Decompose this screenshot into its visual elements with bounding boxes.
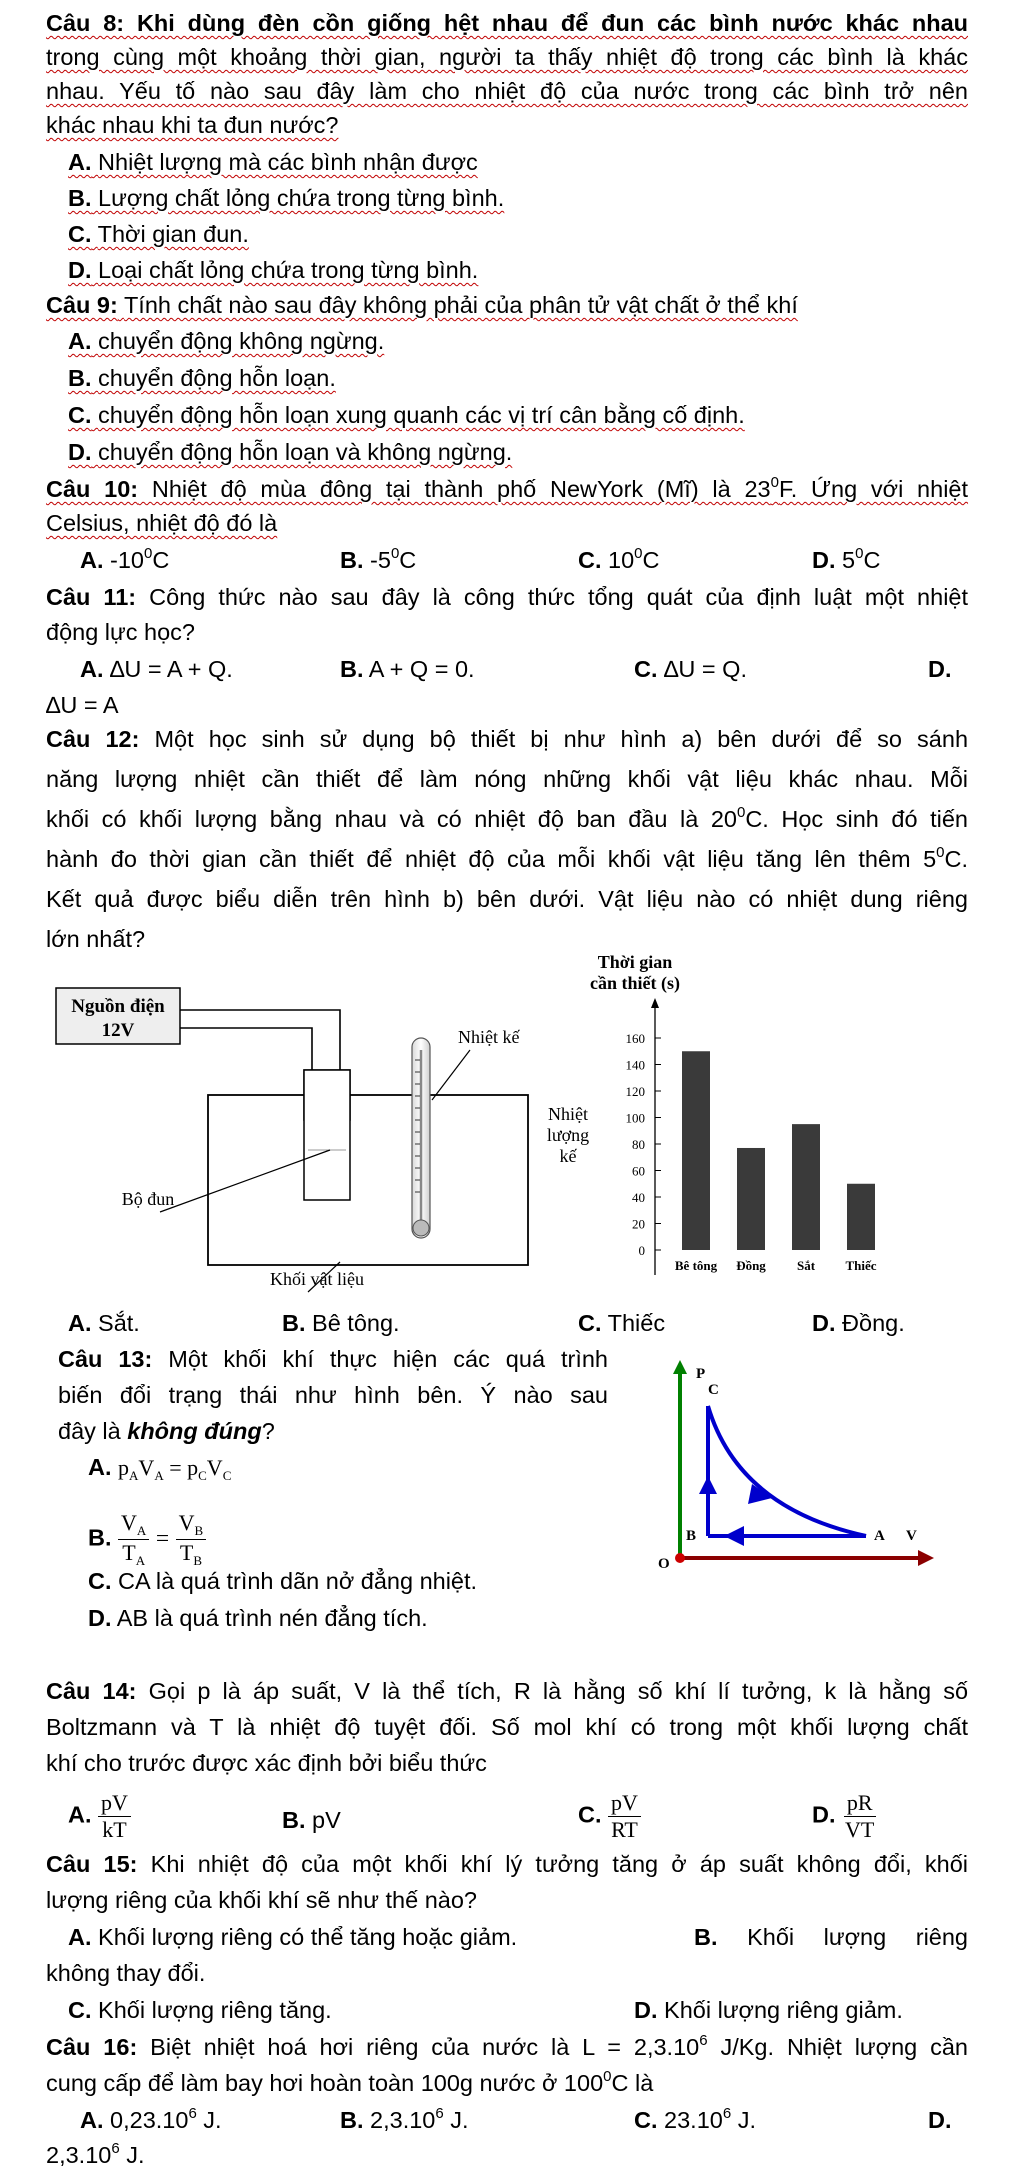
chart-ytick-label-3: 60	[632, 1163, 645, 1179]
q13-line-3: đây là không đúng?	[58, 1418, 275, 1444]
q13-option-c: C. CA là quá trình dãn nở đẳng nhiệt.	[88, 1568, 478, 1594]
chart-bar-1	[737, 1148, 765, 1250]
q8-line-3: nhau. Yếu tố nào sau đây làm cho nhiệt độ của nước trong các bình trở nên	[46, 78, 968, 104]
q12-line-5: Kết quả được biểu diễn trên hình b) bên dưới. Vật liệu nào có nhiệt dung riêng	[46, 886, 968, 912]
q15-option-b-cont: không thay đổi.	[46, 1960, 206, 1986]
chart-category-label-3: Thiếc	[845, 1258, 877, 1273]
chart-ylabel-line-2: cần thiết (s)	[590, 973, 680, 993]
q12-line-6: lớn nhất?	[46, 926, 146, 952]
q16-line-1: Câu 16: Biệt nhiệt hoá hơi riêng của nước là $L = 2,3.10^6$ J/Kg. Nhiệt lượng cần	[46, 2032, 968, 2060]
chart-ytick-label-0: 0	[638, 1243, 645, 1258]
q12-line-1: Câu 12: Một học sinh sử dụng bộ thiết bị như hình a) bên dưới để so sánh	[46, 726, 969, 752]
q13-formula-b-left: $\frac{V_A}{T_A}$	[118, 1510, 149, 1569]
q12-option-a: A. Sắt.	[68, 1310, 140, 1336]
q10-stem: Câu 10: Nhiệt độ mùa đông tại thành phố NewYork (Mĩ) là $23^0F$. Ứng với nhiệt	[46, 474, 969, 502]
q12-option-c: C. Thiếc	[578, 1310, 666, 1336]
time-bar-chart	[580, 950, 1000, 1300]
q15-option-b: B. Khối lượng riêng	[694, 1924, 969, 1950]
q8-option-c: C. Thời gian đun.	[68, 221, 249, 247]
q9-option-b: B. chuyển động hỗn loạn.	[68, 365, 336, 391]
q8-option-d: D. Loại chất lỏng chứa trong từng bình.	[68, 257, 479, 283]
apparatus-diagram	[40, 950, 600, 1300]
q11-stem: Câu 11: Công thức nào sau đây là công thức tổng quát của định luật một nhiệt	[46, 584, 969, 610]
q11-option-b: B. A + Q = 0.	[340, 656, 475, 682]
q11-option-c: C. ∆U = Q.	[634, 656, 747, 682]
q10-option-d: D. $5^0C$	[812, 545, 881, 573]
q11-option-d-label: D.	[928, 656, 952, 682]
q11-option-d-text: ∆U = A	[46, 692, 119, 718]
power-source-label: Nguồn điện	[71, 996, 165, 1017]
q8-option-b: B. Lượng chất lỏng chứa trong từng bình.	[68, 185, 505, 211]
pv-label-b: B	[686, 1528, 697, 1544]
q13-line-1: Câu 13: Một khối khí thực hiện các quá trình	[58, 1346, 608, 1372]
chart-y-axis-arrow	[651, 998, 659, 1008]
q16-option-d-label: D.	[928, 2107, 952, 2133]
q14-option-c: C. $\frac{pV}{RT}$	[578, 1790, 641, 1843]
q9-option-d: D. chuyển động hỗn loạn và không ngừng.	[68, 439, 513, 465]
q10-option-a: A. $-10^0C$	[80, 545, 170, 573]
pv-label-v: V	[906, 1528, 917, 1544]
q12-option-b: B. Bê tông.	[282, 1310, 400, 1336]
material-block-label: Khối vật liệu	[270, 1269, 364, 1289]
q13-formula-a: $p_AV_A = p_CV_C$	[118, 1455, 232, 1483]
wire-1	[180, 1010, 340, 1070]
wire-2	[180, 1028, 312, 1070]
q14-option-a: A. $\frac{pV}{kT}$	[68, 1790, 131, 1843]
q14-option-d: D. $\frac{pR}{VT}$	[812, 1790, 875, 1842]
pv-label-p: P	[696, 1366, 706, 1382]
q10-option-b: B. $-5^0C$	[340, 545, 417, 573]
chart-ytick-label-8: 160	[625, 1031, 645, 1046]
q14-line-3: khí cho trước được xác định bởi biểu thức	[46, 1750, 487, 1776]
pv-label-a: A	[874, 1528, 885, 1544]
heater-element	[304, 1070, 350, 1200]
chart-bar-2	[792, 1124, 820, 1250]
q15-line-1: Câu 15: Khi nhiệt độ của một khối khí lý tưởng tăng ở áp suất không đổi, khối	[46, 1851, 968, 1877]
q13-option-a: A. $p_AV_A = p_CV_C$	[88, 1454, 232, 1483]
pv-origin-dot	[675, 1553, 685, 1563]
chart-category-label-2: Sắt	[796, 1258, 816, 1273]
q9-stem: Câu 9: Tính chất nào sau đây không phải của phân tử vật chất ở thể khí	[46, 292, 798, 318]
q12-line-4: hành đo thời gian cần thiết để nhiệt độ của mỗi khối vật liệu tăng lên thêm $5^0C$.	[46, 844, 968, 872]
pv-label-o: O	[658, 1556, 670, 1572]
q15-line-2: lượng riêng của khối khí sẽ như thế nào?	[46, 1887, 477, 1913]
q12-line-3: khối có khối lượng bằng nhau và có nhiệt độ ban đầu là $20^0C$. Học sinh đó tiến	[46, 804, 969, 832]
chart-category-label-0: Bê tông	[674, 1258, 718, 1273]
q8-line-2: trong cùng một khoảng thời gian, người ta thấy nhiệt độ trong các bình là khác	[46, 44, 968, 70]
chart-ytick-label-5: 100	[625, 1110, 645, 1126]
q8-line-4: khác nhau khi ta đun nước?	[46, 112, 339, 138]
q15-option-a: A. Khối lượng riêng có thể tăng hoặc giảm.	[68, 1924, 518, 1950]
q13-line-2: biến đổi trạng thái như hình bên. Ý nào sau	[58, 1382, 608, 1408]
thermometer-label: Nhiệt kế	[458, 1027, 520, 1047]
calorimeter-label-3: kế	[559, 1146, 577, 1166]
chart-ytick-label-6: 120	[625, 1084, 645, 1099]
q11-line-2: động lực học?	[46, 619, 195, 645]
q9-option-a: A. chuyển động không ngừng.	[68, 328, 385, 354]
q16-option-a: A. 0,23.10$^6$ J.	[80, 2105, 222, 2133]
chart-bar-0	[682, 1051, 710, 1250]
q13-formula-b-right: $\frac{V_B}{T_B}$	[176, 1510, 207, 1569]
q13-option-d: D. AB là quá trình nén đẳng tích.	[88, 1605, 428, 1631]
calorimeter-label-1: Nhiệt	[548, 1104, 588, 1124]
pv-graph	[650, 1358, 950, 1578]
q14-line-2: Boltzmann và T là nhiệt độ tuyệt đối. Số mol khí có trong một khối lượng chất	[46, 1714, 968, 1740]
chart-category-label-1: Đồng	[736, 1258, 766, 1273]
pv-label-c: C	[708, 1382, 719, 1398]
q10-option-c: C. $10^0C$	[578, 545, 660, 573]
q12-option-d: D. Đồng.	[812, 1310, 905, 1336]
q16-option-b: B. 2,3.10$^6$ J.	[340, 2105, 469, 2133]
q12-line-2: năng lượng nhiệt cần thiết để làm nóng những khối vật liệu khác nhau. Mỗi	[46, 766, 968, 792]
heater-label: Bộ đun	[121, 1189, 175, 1209]
pv-process-ca	[708, 1406, 866, 1536]
q14-line-1: Câu 14: Gọi p là áp suất, V là thể tích, R là hằng số khí lí tưởng, k là hằng số	[46, 1678, 969, 1704]
chart-bar-3	[847, 1184, 875, 1250]
q14-option-b: B. pV	[282, 1807, 341, 1833]
chart-ytick-label-4: 80	[632, 1137, 645, 1152]
material-block	[208, 1095, 528, 1265]
q10-line-2: Celsius, nhiệt độ đó là	[46, 510, 278, 536]
calorimeter-label-2: lượng	[546, 1125, 590, 1145]
chart-ytick-label-2: 40	[632, 1190, 645, 1205]
power-voltage-label: 12V	[101, 1020, 135, 1041]
chart-ytick-label-1: 20	[632, 1216, 645, 1232]
q8-line-1: Câu 8: Khi dùng đèn cồn giống hệt nhau để đun các bình nước khác nhau	[46, 10, 968, 36]
q16-option-d-value: 2,3.10$^6$ J.	[46, 2140, 145, 2168]
q15-option-c: C. Khối lượng riêng tăng.	[68, 1997, 332, 2023]
q13-option-b: B. $\frac{V_A}{T_A}$ = $\frac{V_B}{T_B}$	[88, 1510, 206, 1569]
q11-option-a: A. ∆U = A + Q.	[80, 656, 233, 682]
q8-option-a: A. Nhiệt lượng mà các bình nhận được	[68, 149, 478, 175]
q16-option-c: C. 23.10$^6$ J.	[634, 2105, 756, 2133]
q16-line-2: cung cấp để làm bay hơi hoàn toàn 100g nước ở $100^0C$ là	[46, 2068, 654, 2096]
q15-option-d: D. Khối lượng riêng giảm.	[634, 1997, 903, 2023]
q9-option-c: C. chuyển động hỗn loạn xung quanh các vị trí cân bằng cố định.	[68, 402, 745, 428]
chart-ylabel-line-1: Thời gian	[597, 952, 673, 972]
chart-ytick-label-7: 140	[625, 1057, 645, 1073]
